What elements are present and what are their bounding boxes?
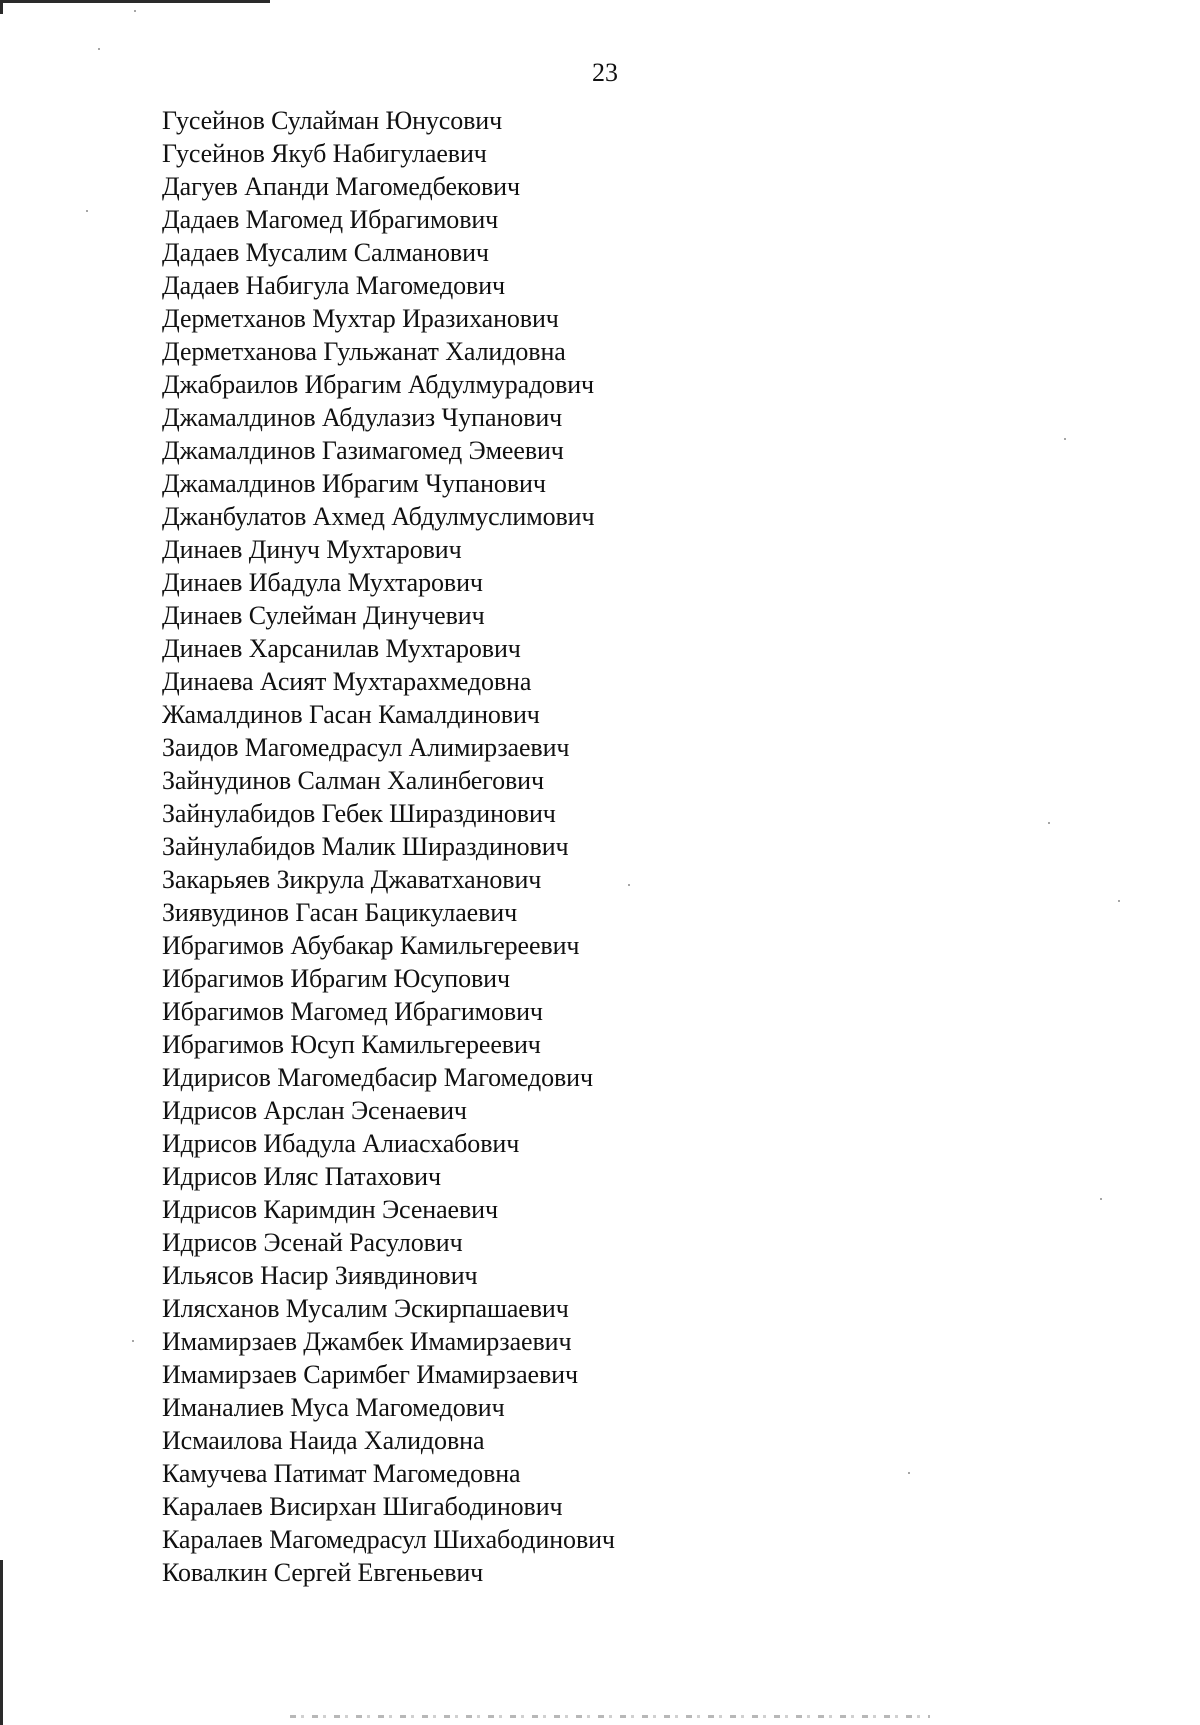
name-list-item: Ильясов Насир Зиявдинович (162, 1261, 478, 1290)
scan-edge-left-bottom (0, 1560, 3, 1725)
name-list-item: Идрисов Эсенай Расулович (162, 1228, 463, 1257)
name-list-item: Ибрагимов Абубакар Камильгереевич (162, 931, 580, 960)
name-list-item: Заидов Магомедрасул Алимирзаевич (162, 733, 570, 762)
name-list-item: Гусейнов Сулайман Юнусович (162, 106, 503, 135)
name-list-item: Зайнудинов Салман Халинбегович (162, 766, 544, 795)
name-list-item: Ковалкин Сергей Евгеньевич (162, 1558, 484, 1587)
name-list-item: Илясханов Мусалим Эскирпашаевич (162, 1294, 569, 1323)
scan-speck (86, 210, 88, 212)
scan-speck (134, 10, 136, 12)
scan-speck (1048, 822, 1050, 824)
name-list-item: Джанбулатов Ахмед Абдулмуслимович (162, 502, 595, 531)
name-list-item: Дагуев Апанди Магомедбекович (162, 172, 520, 201)
scan-bottom-noise (290, 1715, 930, 1718)
name-list-item: Ибрагимов Магомед Ибрагимович (162, 997, 543, 1026)
name-list-item: Динаева Асият Мухтарахмедовна (162, 667, 532, 696)
name-list-item: Гусейнов Якуб Набигулаевич (162, 139, 487, 168)
name-list-item: Зайнулабидов Малик Шираздинович (162, 832, 569, 861)
scan-speck (908, 1472, 910, 1474)
name-list-item: Динаев Харсанилав Мухтарович (162, 634, 521, 663)
name-list-item: Имамирзаев Джамбек Имамирзаевич (162, 1327, 572, 1356)
scan-speck (132, 1340, 134, 1342)
scan-speck (1064, 438, 1066, 440)
name-list-item: Идрисов Каримдин Эсенаевич (162, 1195, 498, 1224)
name-list-item: Динаев Сулейман Динучевич (162, 601, 485, 630)
name-list-item: Жамалдинов Гасан Камалдинович (162, 700, 540, 729)
name-list-item: Дерметханова Гульжанат Халидовна (162, 337, 566, 366)
name-list-item: Дадаев Мусалим Салманович (162, 238, 489, 267)
name-list-item: Зайнулабидов Гебек Шираздинович (162, 799, 556, 828)
scan-speck (1100, 1198, 1102, 1200)
name-list-item: Закарьяев Зикрула Джаватханович (162, 865, 542, 894)
name-list-item: Каралаев Висирхан Шигабодинович (162, 1492, 563, 1521)
name-list-item: Динаев Ибадула Мухтарович (162, 568, 483, 597)
name-list-item: Дадаев Магомед Ибрагимович (162, 205, 499, 234)
name-list-item: Идрисов Арслан Эсенаевич (162, 1096, 467, 1125)
scan-edge-top (0, 0, 270, 3)
name-list-item: Зиявудинов Гасан Бацикулаевич (162, 898, 518, 927)
name-list-item: Джамалдинов Ибрагим Чупанович (162, 469, 546, 498)
name-list-item: Динаев Динуч Мухтарович (162, 535, 462, 564)
name-list-item: Дерметханов Мухтар Иразиханович (162, 304, 559, 333)
name-list-item: Ибрагимов Ибрагим Юсупович (162, 964, 510, 993)
name-list-item: Иманалиев Муса Магомедович (162, 1393, 505, 1422)
name-list-item: Каралаев Магомедрасул Шихабодинович (162, 1525, 615, 1554)
scan-speck (98, 48, 100, 50)
scan-edge-left-top (0, 0, 3, 14)
name-list-item: Джамалдинов Газимагомед Эмеевич (162, 436, 564, 465)
name-list-item: Идрисов Иляс Патахович (162, 1162, 441, 1191)
name-list-item: Ибрагимов Юсуп Камильгереевич (162, 1030, 541, 1059)
name-list-item: Дадаев Набигула Магомедович (162, 271, 505, 300)
name-list-item: Джабраилов Ибрагим Абдулмурадович (162, 370, 595, 399)
scan-speck (628, 884, 630, 886)
name-list-item: Имамирзаев Саримбег Имамирзаевич (162, 1360, 578, 1389)
name-list-item: Джамалдинов Абдулазиз Чупанович (162, 403, 563, 432)
page-number: 23 (592, 58, 618, 87)
scan-speck (1118, 900, 1120, 902)
name-list (162, 104, 615, 1589)
name-list-item: Камучева Патимат Магомедовна (162, 1459, 521, 1488)
name-list-item: Идирисов Магомедбасир Магомедович (162, 1063, 593, 1092)
name-list-item: Исмаилова Наида Халидовна (162, 1426, 485, 1455)
name-list-item: Идрисов Ибадула Алиасхабович (162, 1129, 520, 1158)
